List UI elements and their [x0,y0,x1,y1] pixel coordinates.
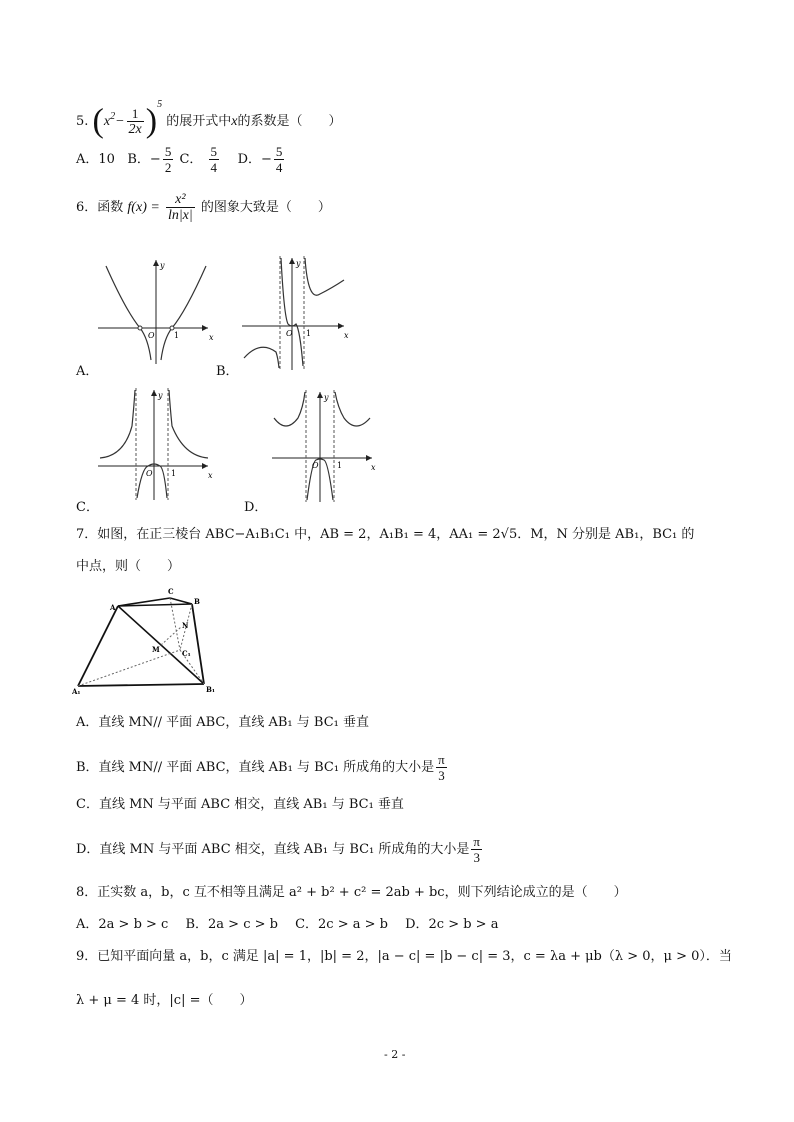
question-9-line-2: λ + μ = 4 时，|c| =（ ） [76,993,253,1008]
q6-d-origin: O [312,461,319,470]
q6-option-b: B． [216,364,239,379]
q6-c-y-label: y [158,391,163,400]
q6-b-y-label: y [296,259,301,268]
question-9-line-1: 9．已知平面向量 a，b，c 满足 |a| = 1，|b| = 2，|a − c| = |b − c| = 3，c = λa + μb（λ > 0，μ > 0）．当 [76,949,732,964]
q5-fraction: $\frac{1}{2x}$ [128,106,142,137]
q6-option-a: A． [76,364,99,379]
question-6-stem: 6．函数 f(x) = $\frac{\text{x²}}{\ln|x|}$ 的图象大致是（ ） [76,192,331,223]
q6-a-x-label: x [209,333,214,342]
fig-label-c: C [168,587,174,596]
q5-option-d: D． [237,152,262,167]
q6-option-c: C． [76,500,99,515]
q5-base: x [103,114,111,129]
question-8-options: A．2a > b > c B．2a > c > b C．2c > a > b D．2c > b > a [76,917,499,932]
q7-option-c: C．直线 MN 与平面 ABC 相交，直线 AB₁ 与 BC₁ 垂直 [76,797,404,812]
page-number: - 2 - [384,1048,406,1061]
question-5-stem: 5. ($x^2-$ $\frac{1}{2x}$ )$^5$ 的展开式中x的系数是（ ） [76,99,342,140]
q6-b-origin: O [286,329,293,338]
fig-label-b1: B₁ [206,685,215,694]
q7-option-a: A．直线 MN// 平面 ABC，直线 AB₁ 与 BC₁ 垂直 [76,715,369,730]
q6-d-tick: 1 [337,461,343,470]
fig-label-b: B [194,597,200,606]
q6-graph-d [270,388,380,504]
fig-label-a1: A₁ [72,687,81,696]
question-5-number: 5. [76,114,89,129]
q6-a-y-label: y [160,261,165,270]
q7-option-b: B．直线 MN// 平面 ABC，直线 AB₁ 与 BC₁ 所成角的大小是 $\frac{\pi}{3}$ [76,752,445,783]
q6-option-d: D． [244,500,268,515]
fig-label-a: A [110,603,116,612]
q6-b-x-label: x [344,331,349,340]
fig-label-m: M [152,645,160,654]
fig-label-c1: C₁ [182,649,191,658]
q5-option-a: A．10 [76,152,115,167]
q7-frustum-figure [72,584,222,696]
q6-b-tick: 1 [306,329,312,338]
q6-c-origin: O [146,469,153,478]
q6-c-x-label: x [208,471,213,480]
q6-d-y-label: y [324,393,329,402]
q6-graph-b [240,254,352,372]
q6-graph-c [96,386,216,502]
q7-option-d: D．直线 MN 与平面 ABC 相交，直线 AB₁ 与 BC₁ 所成角的大小是 $\frac{\pi}{3}$ [76,834,480,865]
q6-fraction: $\frac{\text{x²}}{\ln|x|}$ [167,192,193,223]
q6-graph-a [96,256,216,366]
q5-option-b: B． [127,152,150,167]
question-7-line-2: 中点，则（ ） [76,559,181,574]
q6-a-origin: O [148,331,155,340]
q6-c-tick: 1 [171,469,177,478]
question-8-stem: 8．正实数 a，b，c 互不相等且满足 a² + b² + c² = 2ab + bc，则下列结论成立的是（ ） [76,885,627,900]
question-7-line-1: 7．如图，在正三棱台 ABC−A₁B₁C₁ 中，AB = 2，A₁B₁ = 4，AA₁ = 2√5．M，N 分别是 AB₁，BC₁ 的 [76,527,695,542]
q6-a-tick: 1 [174,331,180,340]
fig-label-n: N [182,621,189,630]
q6-d-x-label: x [371,463,376,472]
q5-option-c: C． [179,152,203,167]
question-5-options: A．10 B．− $\frac{5}{2}$ C． $\frac{5}{4}$ D．− $\frac{5}{4}$ [76,144,283,175]
